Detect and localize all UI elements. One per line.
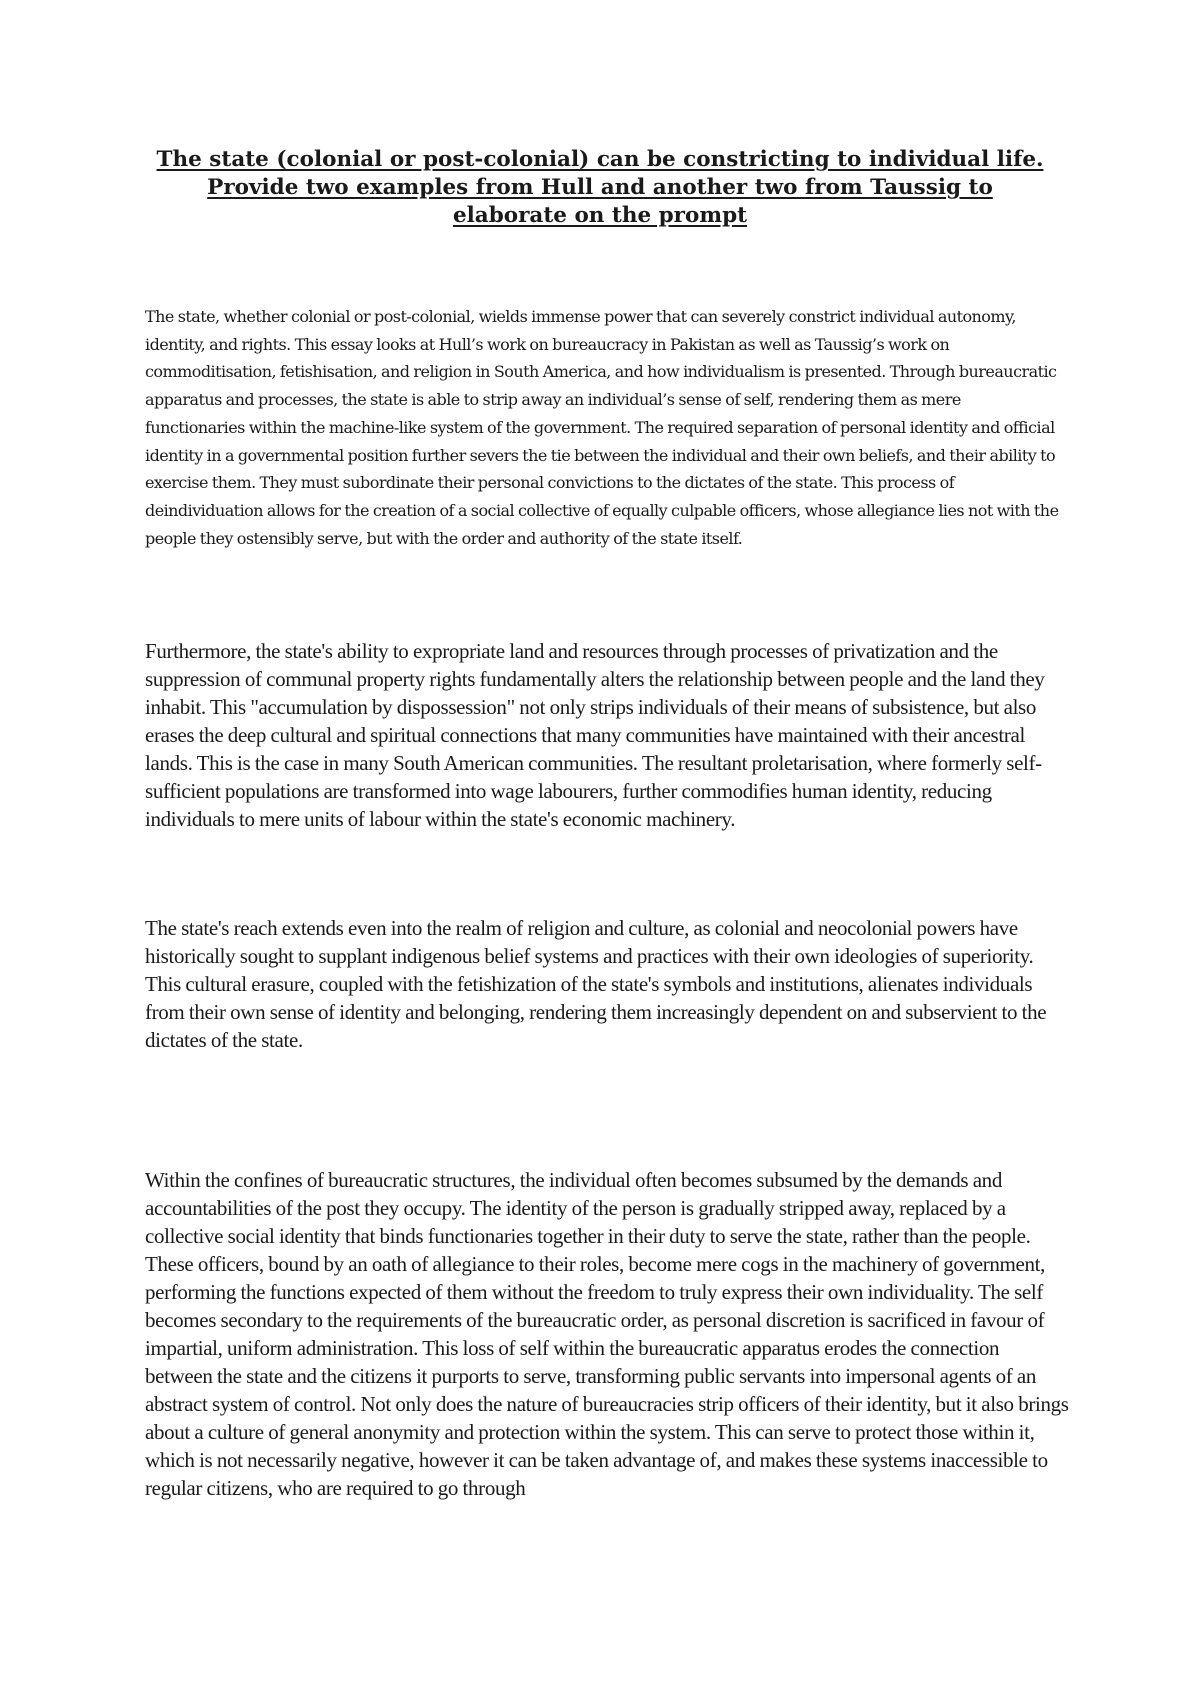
essay-title <box>120 146 1080 230</box>
paragraph-introduction: The state, whether colonial or post-colonial, wields immense power that can severely constrict individual autonomy, identity, and rights. This essay looks at Hull’s work on bureaucracy in Pakistan as well as Taussig’s work on commoditisation, fetishisation, and religion in South America, and how individualism is presented. Through bureaucratic apparatus and processes, the state is able to strip away an individual’s sense of self, rendering them as mere functionaries within the machine-like system of the government. The required separation of personal identity and official identity in a governmental position further severs the tie between the individual and their own beliefs, and their ability to exercise them. They must subordinate their personal convictions to the dictates of the state. This process of deindividuation allows for the creation of a social collective of equally culpable officers, whose allegiance lies not with the people they ostensibly serve, but with the order and authority of the state itself. <box>145 307 1059 548</box>
paragraph-religion-culture: The state's reach extends even into the realm of religion and culture, as colonial and neocolonial powers have historically sought to supplant indigenous belief systems and practices with their own ideologies of superiority. This cultural erasure, coupled with the fetishization of the state's symbols and institutions, alienates individuals from their own sense of identity and belonging, rendering them increasingly dependent on and subservient to the dictates of the state. <box>145 916 1047 1052</box>
essay-title-line-2: Provide two examples from Hull and another two from Taussig to <box>207 175 993 200</box>
essay-title-line-3: elaborate on the prompt <box>452 203 748 228</box>
paragraph-bureaucracy: Within the confines of bureaucratic structures, the individual often becomes subsumed by the demands and accountabilities of the post they occupy. The identity of the person is gradually stripped away, replaced by a collective social identity that binds functionaries together in their duty to serve the state, rather than the people. These officers, bound by an oath of allegiance to their roles, become mere cogs in the machinery of government, performing the functions expected of them without the freedom to truly express their own individuality. The self becomes secondary to the requirements of the bureaucratic order, as personal discretion is sacrificed in favour of impartial, uniform administration. This loss of self within the bureaucratic apparatus erodes the connection between the state and the citizens it purports to serve, transforming public servants into impersonal agents of an abstract system of control. Not only does the nature of bureaucracies strip officers of their identity, but it also brings about a culture of general anonymity and protection within the system. This can serve to protect those within it, which is not necessarily negative, however it can be taken advantage of, and makes these systems inaccessible to regular citizens, who are required to go through <box>145 1168 1069 1500</box>
paragraph-dispossession: Furthermore, the state's ability to expropriate land and resources through processes of privatization and the suppression of communal property rights fundamentally alters the relationship between people and the land they inhabit. This "accumulation by dispossession" not only strips individuals of their means of subsistence, but also erases the deep cultural and spiritual connections that many communities have maintained with their ancestral lands. This is the case in many South American communities. The resultant proletarisation, where formerly self-sufficient populations are transformed into wage labourers, further commodifies human identity, reducing individuals to mere units of labour within the state's economic machinery. <box>145 639 1045 831</box>
essay-title-line-1: The state (colonial or post-colonial) can be constricting to individual life. <box>156 147 1044 172</box>
